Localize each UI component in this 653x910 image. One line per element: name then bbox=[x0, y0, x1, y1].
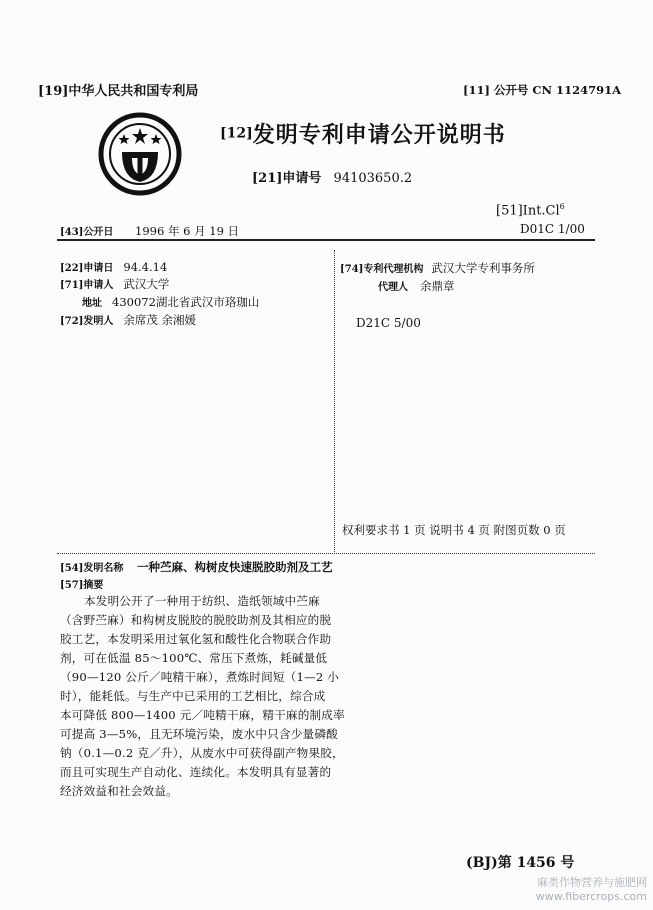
publication-number: [11] 公开号 CN 1124791A bbox=[463, 83, 621, 97]
application-value: 94103650.2 bbox=[333, 171, 413, 186]
watermark-site-name: 麻类作物营养与施肥网 bbox=[537, 876, 647, 889]
watermark-url: www.fibercrops.com bbox=[535, 890, 647, 903]
publication-date-value: 1996 年 6 月 19 日 bbox=[135, 224, 240, 238]
abstract-line: 本可降低 800—1400 元／吨精干麻，精干麻的制成率 bbox=[60, 708, 345, 722]
invention-title bbox=[60, 559, 333, 575]
abstract-line: （90—120 公斤／吨精干麻），煮炼时间短（1—2 小 bbox=[60, 670, 340, 684]
abstract-line: （含野苎麻）和构树皮脱胶的脱胶助剂及其相应的脱 bbox=[60, 613, 332, 627]
applicant-address: 地址 430072湖北省武汉市珞珈山 bbox=[82, 295, 260, 309]
application-number bbox=[252, 167, 412, 186]
title-code: [12] bbox=[220, 125, 253, 142]
inventors: [72]发明人 余席茂 余湘媛 bbox=[60, 313, 197, 327]
filing-date: [22]申请日 94.4.14 bbox=[60, 260, 168, 274]
abstract-line: 可提高 3—5%，且无环境污染，废水中只含少量磷酸 bbox=[60, 727, 338, 741]
application-label: [21]申请号 bbox=[252, 171, 322, 186]
secondary-classification: D21C 5/00 bbox=[356, 316, 421, 330]
abstract-line: 经济效益和社会效益。 bbox=[60, 784, 178, 798]
patent-agent: 代理人 余鼎章 bbox=[378, 279, 455, 293]
page-counts: 权利要求书 1 页 说明书 4 页 附图页数 0 页 bbox=[342, 523, 566, 537]
title-text: 发明专利申请公开说明书 bbox=[252, 122, 506, 148]
main-classification: D01C 1/00 bbox=[520, 222, 585, 236]
document-title bbox=[220, 118, 506, 149]
abstract-line: 本发明公开了一种用于纺织、造纸领域中苎麻 bbox=[84, 594, 320, 608]
abstract-line: 胶工艺，本发明采用过氧化氢和酸性化合物联合作助 bbox=[60, 632, 332, 646]
publication-date-tag: [43]公开日 bbox=[60, 227, 114, 238]
abstract-line: 钠（0.1—0.2 克／升），从废水中可获得副产物果胶， bbox=[60, 746, 344, 760]
applicant: [71]申请人 武汉大学 bbox=[60, 277, 170, 291]
publication-date bbox=[60, 223, 239, 239]
int-cl-label: [51]Int.Cl$^6$ bbox=[496, 202, 565, 219]
int-cl-edition: 6 bbox=[559, 202, 565, 211]
abstract-line: 而且可实现生产自动化、连续化。本发明具有显著的 bbox=[60, 765, 332, 779]
divider-dotted bbox=[57, 553, 595, 554]
abstract-tag: [57]摘要 bbox=[60, 580, 104, 591]
patent-agency: [74]专利代理机构 武汉大学专利事务所 bbox=[340, 261, 535, 275]
issuing-office: [19]中华人民共和国专利局 bbox=[38, 84, 199, 99]
column-divider bbox=[334, 250, 335, 552]
divider-top bbox=[57, 239, 595, 241]
invention-title-value: 一种苎麻、构树皮快速脱胶助剂及工艺 bbox=[137, 560, 333, 574]
patent-office-emblem-icon bbox=[98, 112, 182, 196]
invention-title-tag: [54]发明名称 bbox=[60, 563, 124, 574]
abstract-line: 剂，可在低温 85～100℃、常压下煮炼，耗碱量低 bbox=[60, 651, 328, 665]
abstract-line: 时），能耗低。与生产中已采用的工艺相比，综合成 bbox=[60, 689, 326, 703]
document-serial-number: (BJ)第 1456 号 bbox=[466, 855, 575, 871]
